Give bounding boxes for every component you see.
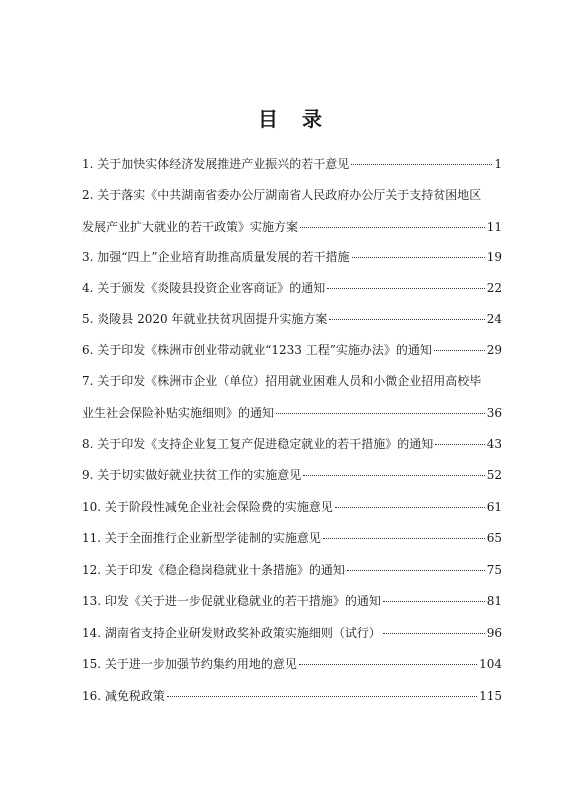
toc-entry-15[interactable] [82,657,502,671]
toc-entry-title: 业生社会保险补贴实施细则》的通知 [82,406,275,420]
toc-entry-13[interactable] [82,594,502,608]
toc-entry-title: 3. 加强“四上”企业培育助推高质量发展的若干措施 [82,250,350,264]
toc-page-number: 81 [486,594,502,608]
toc-entry-title: 12. 关于印发《稳企稳岗稳就业十条措施》的通知 [82,563,345,577]
dot-leader [276,413,485,414]
toc-entry-12[interactable] [82,563,502,577]
toc-entry-title: 16. 减免税政策 [82,689,165,703]
toc-entry-title: 4. 关于颁发《炎陵县投资企业客商证》的通知 [82,281,326,295]
toc-page-number: 43 [486,437,502,451]
toc-entry-title: 发展产业扩大就业的若干政策》实施方案 [82,220,299,234]
toc-entry-3[interactable] [82,250,502,264]
toc-page-number: 1 [494,157,502,171]
toc-entry-title: 11. 关于全面推行企业新型学徒制的实施意见 [82,531,321,545]
toc-entry-10[interactable] [82,500,502,514]
toc-entry-title: 14. 湖南省支持企业研发财政奖补政策实施细则（试行） [82,626,381,640]
toc-entry-1[interactable] [82,157,502,171]
toc-entry-title-line1: 2. 关于落实《中共湖南省委办公厅湖南省人民政府办公厅关于支持贫困地区 [82,188,482,202]
dot-leader [383,601,485,602]
toc-entry-2[interactable] [82,188,502,234]
dot-leader [335,507,485,508]
toc-entry-title: 10. 关于阶段性减免企业社会保险费的实施意见 [82,500,333,514]
toc-page-number: 115 [479,689,502,703]
toc-entry-title: 9. 关于切实做好就业扶贫工作的实施意见 [82,468,302,482]
toc-page-number: 11 [486,220,502,234]
dot-leader [347,570,485,571]
toc-page-number: 29 [486,343,502,357]
toc-page-number: 104 [479,657,502,671]
dot-leader [327,288,484,289]
toc-page-number: 24 [486,312,502,326]
toc-page-number: 22 [486,281,502,295]
toc-entry-title: 8. 关于印发《支持企业复工复产促进稳定就业的若干措施》的通知 [82,437,434,451]
toc-entry-5[interactable] [82,312,502,326]
dot-leader [435,444,484,445]
dot-leader [323,538,485,539]
toc-entry-6[interactable] [82,343,502,357]
toc-entry-4[interactable] [82,281,502,295]
page-title: 目 录 [258,107,324,131]
toc-entry-16[interactable] [82,689,502,703]
toc-entry-title: 5. 炎陵县 2020 年就业扶贫巩固提升实施方案 [82,312,328,326]
dot-leader [383,633,485,634]
dot-leader [299,664,477,665]
toc-entry-title: 13. 印发《关于进一步促就业稳就业的若干措施》的通知 [82,594,381,608]
toc-page-number: 19 [486,250,502,264]
dot-leader [329,319,484,320]
toc-entry-title-line1: 7. 关于印发《株洲市企业（单位）招用就业困难人员和小微企业招用高校毕 [82,374,482,388]
toc-entry-title: 6. 关于印发《株洲市创业带动就业“1233 工程”实施办法》的通知 [82,343,432,357]
toc-page-number: 65 [486,531,502,545]
toc-page-number: 96 [486,626,502,640]
dot-leader [300,227,485,228]
dot-leader [303,475,484,476]
toc-page-number: 61 [486,500,502,514]
dot-leader [167,696,477,697]
toc-entry-11[interactable] [82,531,502,545]
toc-page-number: 52 [486,468,502,482]
toc-entry-title: 15. 关于进一步加强节约集约用地的意见 [82,657,297,671]
toc-entry-9[interactable] [82,468,502,482]
dot-leader [434,350,485,351]
toc-entry-title: 1. 关于加快实体经济发展推进产业振兴的若干意见 [82,157,350,171]
toc-entry-7[interactable] [82,374,502,420]
toc-entry-8[interactable] [82,437,502,451]
dot-leader [351,164,492,165]
dot-leader [352,257,485,258]
toc-page-number: 36 [486,406,502,420]
toc-entry-14[interactable] [82,626,502,640]
toc-page-number: 75 [486,563,502,577]
